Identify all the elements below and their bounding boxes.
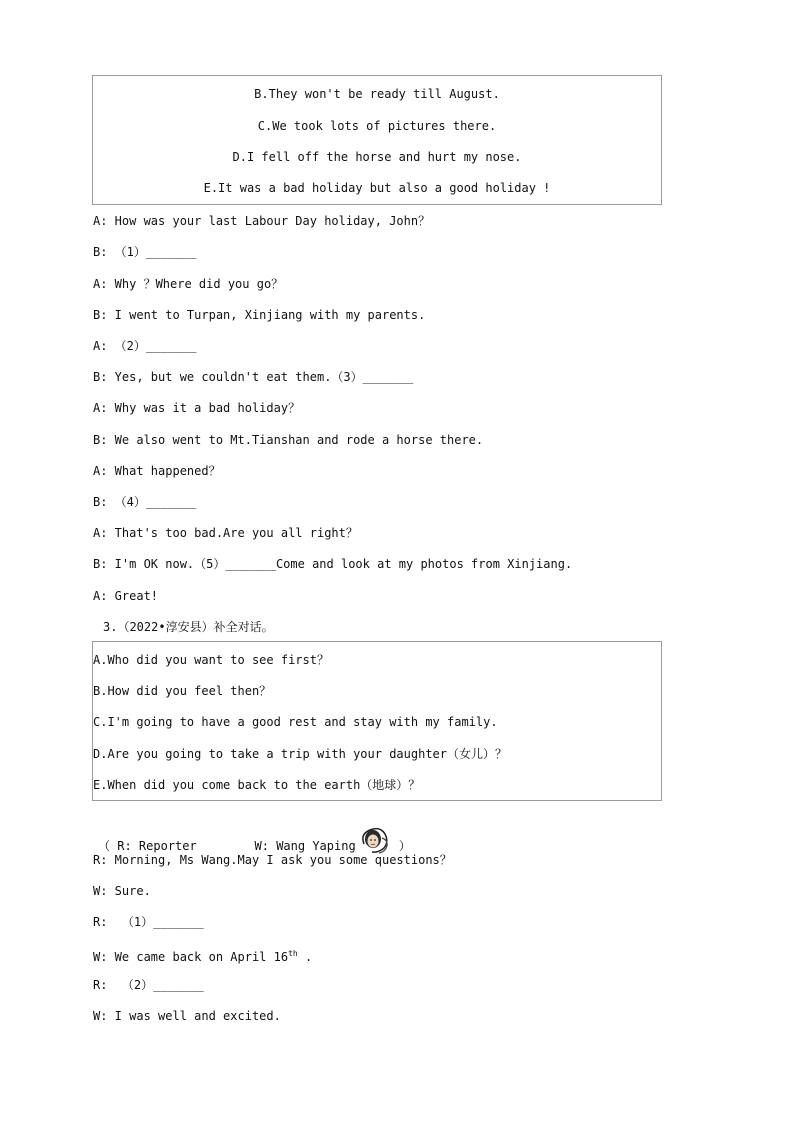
dialogue-line: A: How was your last Labour Day holiday, John？: [93, 214, 431, 228]
question-3-title: 3.（2022•淳安县）补全对话。: [103, 620, 274, 634]
dialogue-line: B: I went to Turpan, Xinjiang with my parents.: [93, 308, 426, 322]
dialogue-line: A: （2）_______: [93, 339, 197, 353]
option-d: D.I fell off the horse and hurt my nose.: [232, 150, 522, 164]
option-a: A.Who did you want to see first？: [93, 653, 329, 667]
dialogue-line: A: Why was it a bad holiday？: [93, 401, 301, 415]
answer-blank-q3-2[interactable]: _______: [153, 978, 204, 992]
dialogue-line: R: Morning, Ms Wang.May I ask you some questions？: [93, 853, 452, 867]
option-d: D.Are you going to take a trip with your daughter（女儿）？: [93, 747, 508, 761]
answer-blank-4[interactable]: _______: [145, 495, 197, 509]
answer-blank-3[interactable]: _______: [362, 370, 414, 384]
option-e: E.When did you come back to the earth（地球）？: [93, 778, 421, 792]
dialogue-line: B: Yes, but we couldn't eat them.（3）_______: [93, 370, 414, 384]
dialogue-line: W: Sure.: [93, 884, 151, 898]
dialogue-line: A: That's too bad.Are you all right？: [93, 526, 358, 540]
answer-blank-2[interactable]: _______: [145, 339, 197, 353]
option-b: B.How did you feel then？: [93, 684, 272, 698]
dialogue-line: B: （1）_______: [93, 245, 197, 259]
dialogue-line: B: （4）_______: [93, 495, 197, 509]
dialogue-line: A: What happened？: [93, 464, 221, 478]
answer-blank-1[interactable]: _______: [145, 245, 197, 259]
dialogue-line: B: I'm OK now.（5）_______Come and look at my photos from Xinjiang.: [93, 557, 573, 571]
options-box-2: [92, 641, 662, 801]
answer-blank-q3-1[interactable]: _______: [153, 915, 204, 929]
dialogue-line: A: Great!: [93, 589, 159, 603]
roles-line: （ R: Reporter W: Wang Yaping ）: [98, 826, 411, 859]
role-reporter: R: Reporter: [117, 839, 197, 853]
role-wang: W: Wang Yaping: [254, 839, 356, 853]
dialogue-line: A: Why ？Where did you go？: [93, 277, 284, 291]
answer-blank-5[interactable]: _______: [225, 557, 276, 571]
dialogue-line: R: （1）_______: [93, 915, 204, 929]
dialogue-line: B: We also went to Mt.Tianshan and rode a horse there.: [93, 433, 484, 447]
option-c: C.I'm going to have a good rest and stay with my family.: [93, 715, 498, 729]
option-b: B.They won't be ready till August.: [254, 87, 500, 101]
options-box-1: [92, 75, 662, 205]
option-c: C.We took lots of pictures there.: [257, 119, 497, 133]
dialogue-line: W: I was well and excited.: [93, 1009, 281, 1023]
option-e: E.It was a bad holiday but also a good holiday !: [203, 181, 551, 195]
dialogue-line: W: We came back on April 16th .: [93, 949, 313, 964]
dialogue-line: R: （2）_______: [93, 978, 204, 992]
